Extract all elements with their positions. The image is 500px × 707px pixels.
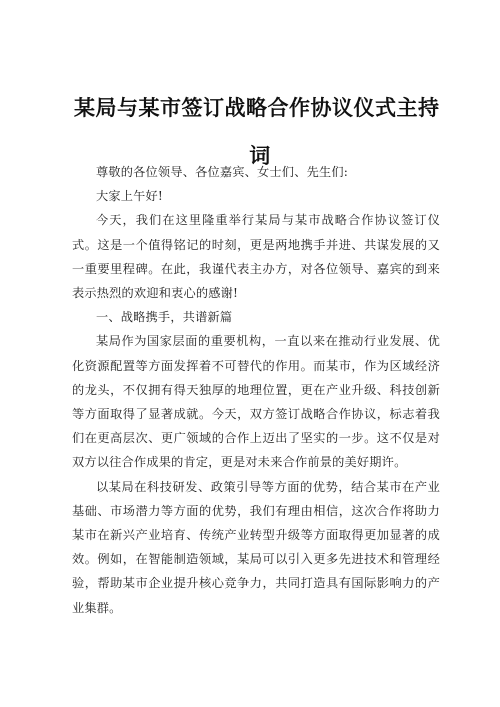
paragraph-section-1b: 以某局在科技研发、政策引导等方面的优势，结合某市在产业基础、市场潜力等方面的优势，我们有理由相信，这次合作将助力某市在新兴产业培育、传统产业转型升级等方面取得更加显著的成效。例如，在智能制造领域，某局可以引入更多先进技术和管理经验，帮助某市企业提升核心竞争力，共同打造具有国际影响力的产业集群。 [72,479,440,615]
paragraph-intro: 今天，我们在这里隆重举行某局与某市战略合作协议签订仪式。这是一个值得铭记的时刻，更是两地携手并进、共谋发展的又一重要里程碑。在此，我谨代表主办方，对各位领导、嘉宾的到来表示热烈的欢迎和衷心的感谢! [72,213,440,301]
title-line-1: 某局与某市签订战略合作协议仪式主持 [74,96,440,120]
paragraph-section-1a: 某局作为国家层面的重要机构，一直以来在推动行业发展、优化资源配置等方面发挥着不可替代的作用。而某市，作为区域经济的龙头，不仅拥有得天独厚的地理位置，更在产业升级、科技创新等方面取得了显著成就。今天，双方签订战略合作协议，标志着我们在更高层次、更广领域的合作上迈出了坚实的一步。这不仅是对双方以往合作成果的肯定，更是对未来合作前景的美好期许。 [72,334,440,470]
document-body [72,160,440,620]
title-line-2: 词 [249,144,271,168]
section-heading-1: 一、战略携手，共谱新篇 [96,310,233,325]
paragraph-greeting: 大家上午好! [96,189,164,204]
paragraph-salutation: 尊敬的各位领导、各位嘉宾、女士们、先生们: [96,165,349,179]
